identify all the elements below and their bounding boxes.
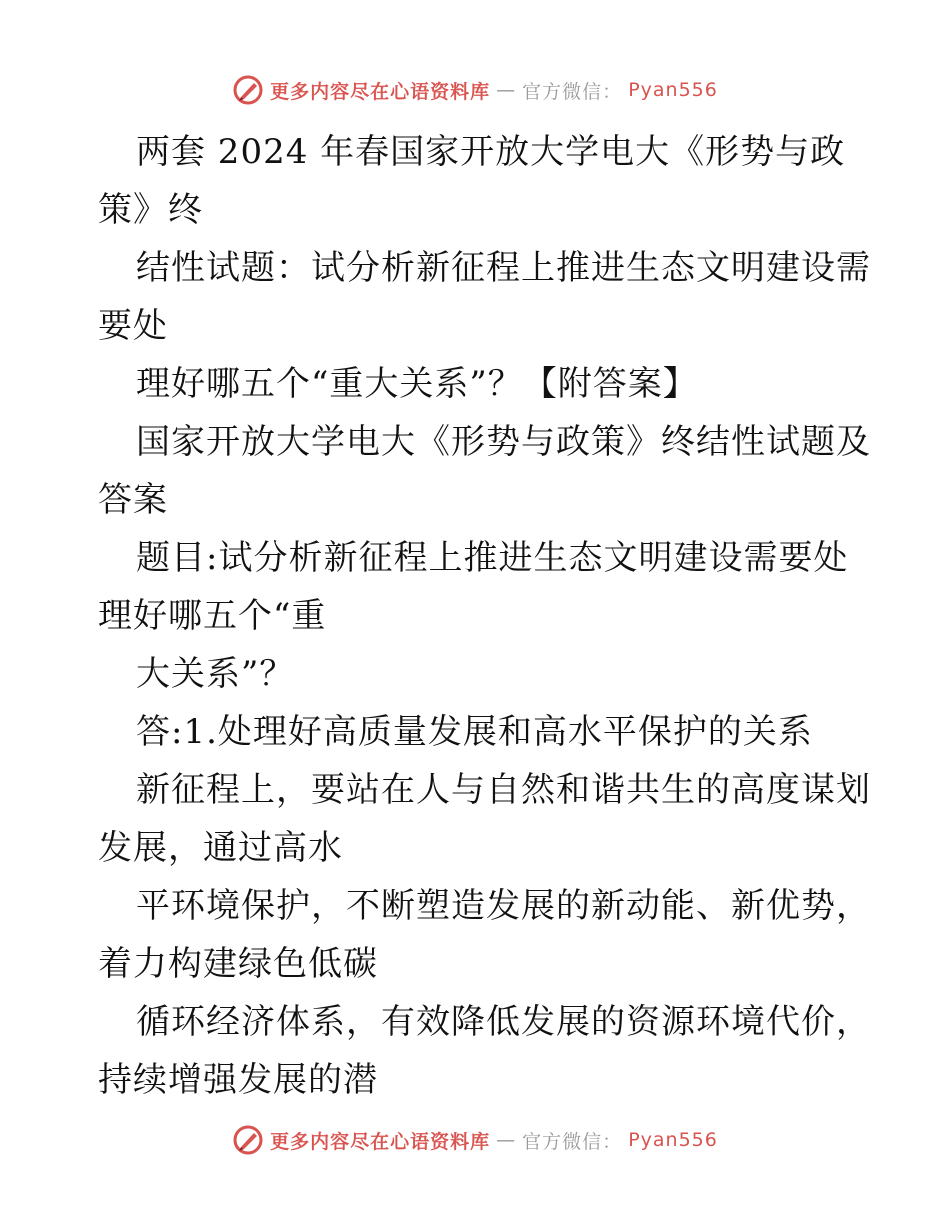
text-line: 持续增强发展的潜 [98, 1060, 378, 1100]
text-line: 循环经济体系，有效降低发展的资源环境代价， [136, 1002, 871, 1042]
watermark-sub-text: 官方微信： [522, 1130, 623, 1153]
text-line: 理好哪五个“重大关系”？【附答案】 [136, 364, 698, 404]
text-line: 题目:试分析新征程上推进生态文明建设需要处 [136, 538, 849, 578]
text-line: 答案 [98, 480, 168, 520]
text-line: 新征程上，要站在人与自然和谐共生的高度谋划 [136, 770, 871, 810]
watermark-id: Pyan556 [628, 1129, 718, 1151]
text-line: 两套 2024 年春国家开放大学电大《形势与政 [136, 132, 846, 172]
text-line: 要处 [98, 306, 168, 346]
pen-logo-icon [232, 74, 264, 106]
watermark [232, 1124, 718, 1156]
watermark-main-text: 更多内容尽在心语资料库 [270, 1130, 491, 1153]
pen-logo-icon [232, 1124, 264, 1156]
watermark-main-text: 更多内容尽在心语资料库 [270, 80, 491, 103]
text-line: 大关系”？ [136, 654, 295, 694]
text-line: 着力构建绿色低碳 [98, 944, 378, 984]
watermark-sub-text: 官方微信： [522, 80, 623, 103]
header-watermark [0, 70, 950, 110]
text-line: 平环境保护，不断塑造发展的新动能、新优势， [136, 886, 871, 926]
watermark-id: Pyan556 [628, 79, 718, 101]
text-line: 国家开放大学电大《形势与政策》终结性试题及 [136, 422, 871, 462]
footer-watermark [0, 1120, 950, 1160]
text-line: 答:1.处理好高质量发展和高水平保护的关系 [136, 712, 813, 752]
watermark-dash: — [496, 1129, 517, 1151]
text-line: 结性试题：试分析新征程上推进生态文明建设需 [136, 248, 871, 288]
text-line: 发展，通过高水 [98, 828, 343, 868]
text-line: 策》终 [98, 190, 203, 230]
watermark-dash: — [496, 79, 517, 101]
text-line: 理好哪五个“重 [98, 596, 327, 636]
document-body [98, 123, 871, 1109]
watermark [232, 74, 718, 106]
